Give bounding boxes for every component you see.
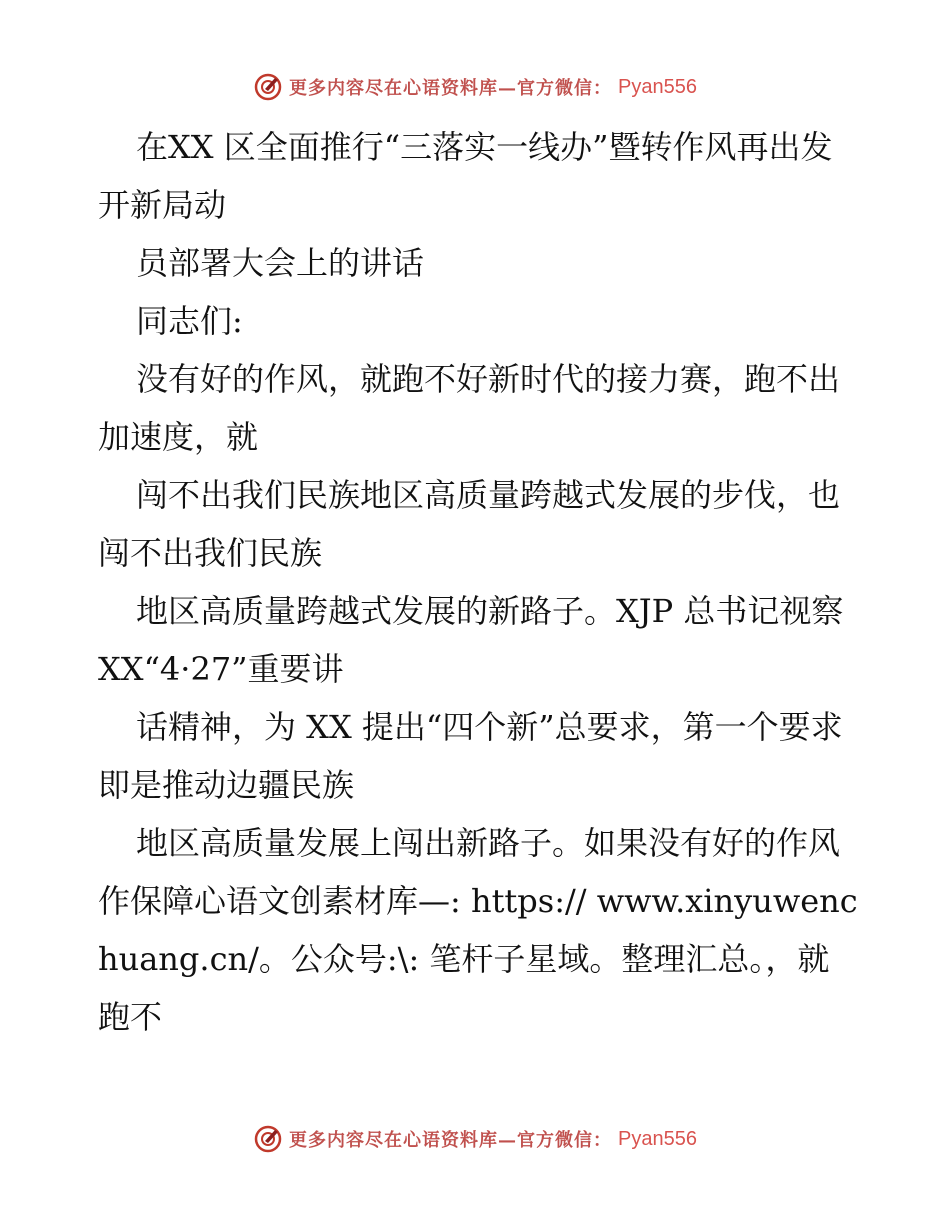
watermark-wechat-id: Pyan556 xyxy=(618,75,697,98)
paragraph-body: 地区高质量发展上闯出新路子。如果没有好的作风作保障心语文创素材库—: https:// www.xinyuwenchuang.cn/。公众号:\: 笔杆子星域。整理汇总。，就跑不 xyxy=(98,824,858,1036)
paragraph-salutation: 同志们: xyxy=(136,302,243,340)
watermark-text: 更多内容尽在心语资料库—官方微信： xyxy=(289,1130,613,1151)
brand-logo-icon xyxy=(253,72,283,102)
watermark-text: 更多内容尽在心语资料库—官方微信： xyxy=(289,78,613,99)
paragraph-body: 闯不出我们民族地区高质量跨越式发展的步伐，也闯不出我们民族 xyxy=(98,476,841,572)
paragraph-body: 地区高质量跨越式发展的新路子。XJP 总书记视察 XX“4·27”重要讲 xyxy=(98,592,844,688)
paragraph-body: 没有好的作风，就跑不好新时代的接力赛，跑不出加速度，就 xyxy=(98,360,841,456)
paragraph-subtitle: 员部署大会上的讲话 xyxy=(136,244,425,282)
paragraph-body: 话精神，为 XX 提出“四个新”总要求，第一个要求即是推动边疆民族 xyxy=(98,708,843,804)
footer-watermark xyxy=(0,1124,950,1154)
watermark-wechat-id: Pyan556 xyxy=(618,1127,697,1150)
document-body xyxy=(98,118,858,1046)
header-watermark xyxy=(0,72,950,102)
brand-logo-icon xyxy=(253,1124,283,1154)
paragraph-title: 在XX 区全面推行“三落实一线办”暨转作风再出发开新局动 xyxy=(98,128,833,224)
